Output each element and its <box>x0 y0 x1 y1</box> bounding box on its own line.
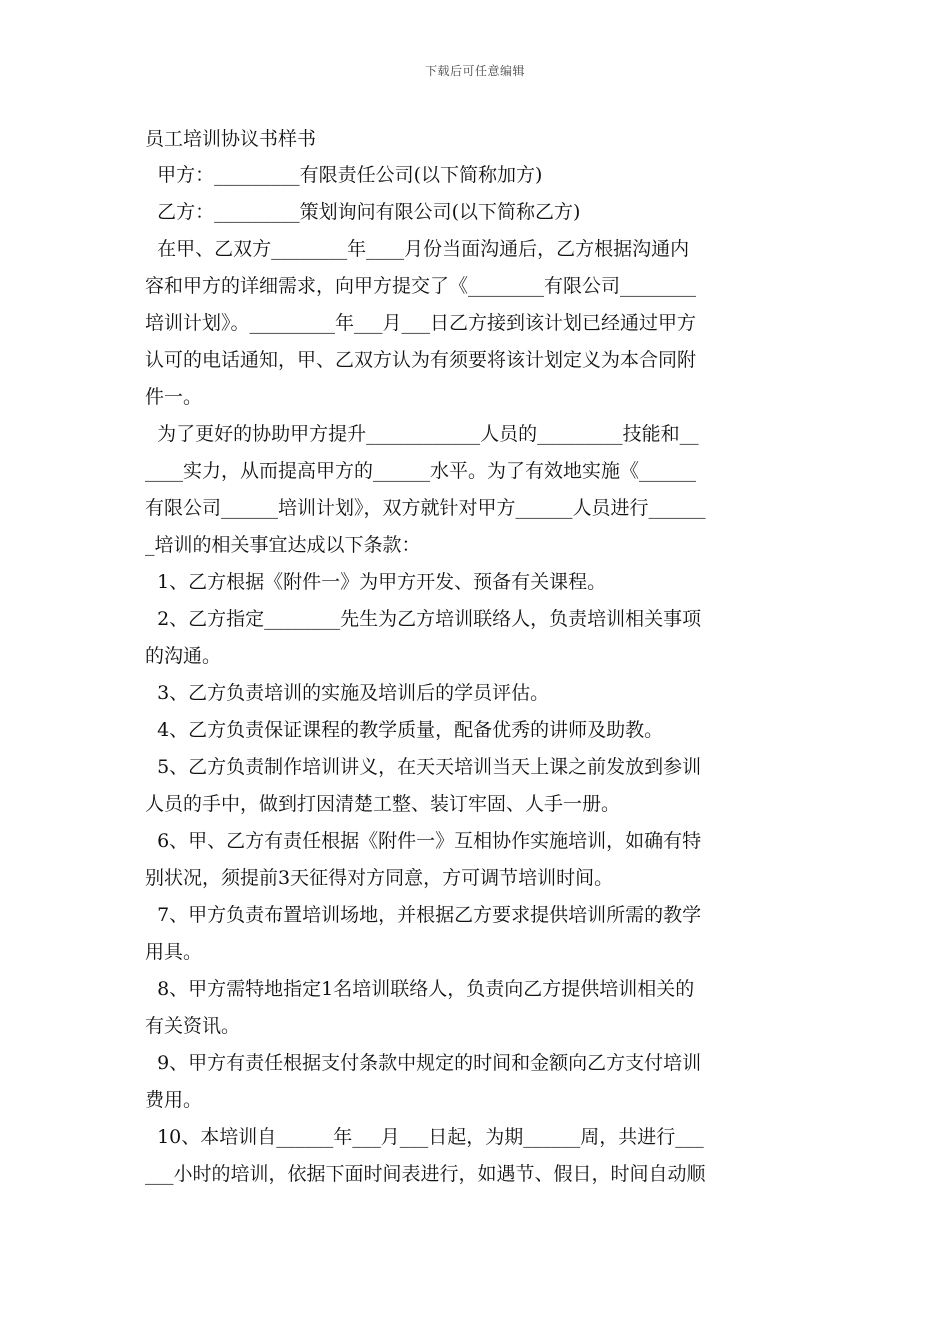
clause-10-cont: ___小时的培训，依据下面时间表进行，如遇节、假日，时间自动顺 <box>145 1163 706 1185</box>
clause-5-cont: 人员的手中，做到打因清楚工整、装订牢固、人手一册。 <box>145 793 621 815</box>
clause-10: 10、本培训自______年___月___日起，为期______周，共进行___ <box>145 1126 704 1148</box>
clause-9: 9、甲方有责任根据支付条款中规定的时间和金额向乙方支付培训 <box>145 1052 702 1074</box>
clause-9-cont: 费用。 <box>145 1089 203 1111</box>
paragraph-line: 件一。 <box>145 386 203 408</box>
clause-3: 3、乙方负责培训的实施及培训后的学员评估。 <box>145 682 550 704</box>
paragraph-line: 为了更好的协助甲方提升____________人员的_________技能和__ <box>145 423 699 445</box>
paragraph-line: ____实力，从而提高甲方的______水平。为了有效地实施《______ <box>145 460 697 482</box>
paragraph-line: 有限公司______培训计划》，双方就针对甲方______人员进行______ <box>145 497 706 519</box>
clause-6-cont: 别状况，须提前3天征得对方同意，方可调节培训时间。 <box>145 867 614 889</box>
clause-8: 8、甲方需特地指定1名培训联络人，负责向乙方提供培训相关的 <box>145 978 695 1000</box>
document-body <box>145 121 811 1193</box>
clause-8-cont: 有关资讯。 <box>145 1015 241 1037</box>
clause-2: 2、乙方指定________先生为乙方培训联络人，负责培训相关事项 <box>145 608 702 630</box>
document-title: 员工培训协议书样书 <box>145 128 317 150</box>
party-b-line: 乙方：_________策划询问有限公司(以下简称乙方) <box>145 201 581 223</box>
clause-7-cont: 用具。 <box>145 941 203 963</box>
paragraph-line: 在甲、乙双方________年____月份当面沟通后，乙方根据沟通内 <box>145 238 690 260</box>
clause-7: 7、甲方负责布置培训场地，并根据乙方要求提供培训所需的教学 <box>145 904 702 926</box>
clause-2-cont: 的沟通。 <box>145 645 222 667</box>
paragraph-line: 认可的电话通知，甲、乙双方认为有须要将该计划定义为本合同附 <box>145 349 697 371</box>
clause-6: 6、甲、乙方有责任根据《附件一》互相协作实施培训，如确有特 <box>145 830 702 852</box>
clause-1: 1、乙方根据《附件一》为甲方开发、预备有关课程。 <box>145 571 607 593</box>
paragraph-line: _培训的相关事宜达成以下条款： <box>145 534 421 556</box>
party-a-line: 甲方：_________有限责任公司(以下简称加方) <box>145 164 543 186</box>
paragraph-line: 培训计划》。_________年___月___日乙方接到该计划已经通过甲方 <box>145 312 697 334</box>
clause-4: 4、乙方负责保证课程的教学质量，配备优秀的讲师及助教。 <box>145 719 664 741</box>
clause-5: 5、乙方负责制作培训讲义，在天天培训当天上课之前发放到参训 <box>145 756 702 778</box>
paragraph-line: 容和甲方的详细需求，向甲方提交了《________有限公司________ <box>145 275 697 297</box>
page-header-note: 下载后可任意编辑 <box>424 64 525 78</box>
